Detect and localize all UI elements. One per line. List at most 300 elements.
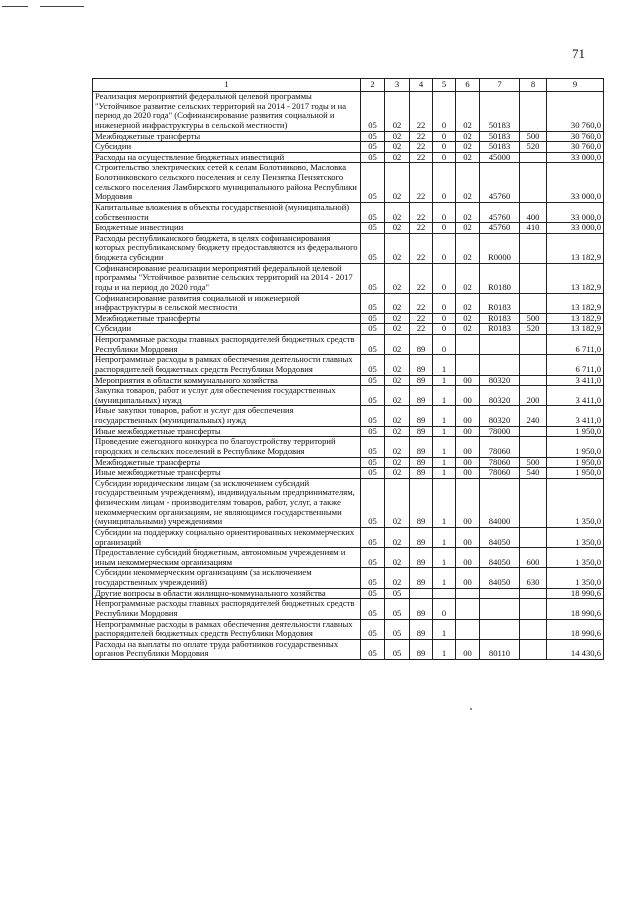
row-code-cell: 05 — [361, 335, 385, 355]
row-code-cell: 05 — [361, 437, 385, 457]
row-code-cell — [520, 335, 547, 355]
row-code-cell: 1 — [433, 619, 456, 639]
row-name-cell: Расходы на осуществление бюджетных инвестиций — [93, 152, 361, 163]
row-code-cell: 02 — [456, 163, 480, 203]
row-name-cell: Субсидии — [93, 324, 361, 335]
row-name-cell: Межбюджетные трансферты — [93, 457, 361, 468]
row-code-cell: 80320 — [480, 375, 520, 386]
row-code-cell — [520, 293, 547, 313]
row-code-cell: 02 — [456, 233, 480, 263]
row-code-cell: 1 — [433, 527, 456, 547]
row-code-cell: 1 — [433, 568, 456, 588]
row-code-cell: 05 — [361, 568, 385, 588]
row-name-cell: Иные закупки товаров, работ и услуг для обеспечения государственных (муниципальных) нужд — [93, 406, 361, 426]
row-code-cell: 02 — [385, 437, 410, 457]
header-cell: 8 — [520, 79, 547, 92]
table-row — [93, 457, 604, 468]
row-code-cell: 0 — [433, 335, 456, 355]
row-code-cell — [520, 619, 547, 639]
row-code-cell: 89 — [410, 406, 433, 426]
row-code-cell: 00 — [456, 375, 480, 386]
row-code-cell: 500 — [520, 313, 547, 324]
row-name-cell: Непрограммные расходы главных распорядителей бюджетных средств Республики Мордовия — [93, 599, 361, 619]
row-code-cell: R0000 — [480, 233, 520, 263]
row-sum-cell: 1 350,0 — [547, 568, 604, 588]
row-name-cell: Субсидии юридическим лицам (за исключением субсидий государственным учреждениям), индивидуальным предпринимателям, физическим лицам - производителям товаров, работ, услуг, а также некоммерческим организациям, не являющимся государственными (муниципальными) учреждениями — [93, 478, 361, 527]
row-code-cell — [520, 437, 547, 457]
row-code-cell: 05 — [361, 588, 385, 599]
row-code-cell: 0 — [433, 202, 456, 222]
header-cell: 5 — [433, 79, 456, 92]
row-code-cell: 0 — [433, 92, 456, 132]
table-row — [93, 568, 604, 588]
row-code-cell: 600 — [520, 548, 547, 568]
row-code-cell: 02 — [385, 527, 410, 547]
header-cell: 4 — [410, 79, 433, 92]
row-name-cell: Реализация мероприятий федеральной целевой программы "Устойчивое развитие сельских территорий на 2014 - 2017 годы и на период до 2020 года" (Софинансирование развития социальной и инженерной инфраструктуры в сельской местности) — [93, 92, 361, 132]
row-code-cell: 05 — [361, 263, 385, 293]
row-code-cell: 0 — [433, 131, 456, 142]
row-code-cell: 22 — [410, 163, 433, 203]
row-code-cell: 0 — [433, 313, 456, 324]
row-code-cell: 02 — [456, 131, 480, 142]
row-code-cell: R0183 — [480, 313, 520, 324]
row-code-cell: 80320 — [480, 386, 520, 406]
table-row — [93, 202, 604, 222]
row-code-cell: 02 — [385, 163, 410, 203]
row-sum-cell: 14 430,6 — [547, 639, 604, 659]
row-sum-cell: 6 711,0 — [547, 335, 604, 355]
row-code-cell: 05 — [361, 355, 385, 375]
row-code-cell: 89 — [410, 639, 433, 659]
row-sum-cell: 13 182,9 — [547, 263, 604, 293]
row-code-cell: 02 — [456, 223, 480, 234]
header-cell: 9 — [547, 79, 604, 92]
row-sum-cell: 33 000,0 — [547, 152, 604, 163]
row-name-cell: Межбюджетные трансферты — [93, 313, 361, 324]
row-code-cell: 1 — [433, 355, 456, 375]
row-code-cell: 1 — [433, 457, 456, 468]
row-code-cell: 00 — [456, 478, 480, 527]
header-cell: 1 — [93, 79, 361, 92]
row-code-cell: 22 — [410, 142, 433, 153]
row-code-cell: 22 — [410, 293, 433, 313]
row-code-cell — [520, 355, 547, 375]
row-code-cell: 00 — [456, 527, 480, 547]
row-code-cell: 05 — [361, 599, 385, 619]
row-code-cell: 45000 — [480, 152, 520, 163]
row-code-cell: 05 — [361, 202, 385, 222]
table-row — [93, 437, 604, 457]
row-code-cell: 22 — [410, 233, 433, 263]
row-code-cell: 00 — [456, 457, 480, 468]
row-code-cell: 0 — [433, 152, 456, 163]
row-code-cell: 02 — [385, 426, 410, 437]
row-code-cell: 02 — [456, 293, 480, 313]
row-code-cell: 89 — [410, 568, 433, 588]
row-code-cell: 05 — [361, 313, 385, 324]
row-code-cell: 02 — [456, 92, 480, 132]
header-cell: 6 — [456, 79, 480, 92]
row-code-cell: 22 — [410, 313, 433, 324]
row-code-cell: 89 — [410, 599, 433, 619]
row-code-cell: 89 — [410, 468, 433, 479]
row-code-cell: 520 — [520, 142, 547, 153]
row-name-cell: Субсидии — [93, 142, 361, 153]
table-row — [93, 263, 604, 293]
page-number: 71 — [572, 46, 585, 61]
row-code-cell: 05 — [361, 131, 385, 142]
row-sum-cell: 6 711,0 — [547, 355, 604, 375]
row-code-cell: 89 — [410, 426, 433, 437]
table-row — [93, 468, 604, 479]
row-code-cell: 05 — [361, 468, 385, 479]
row-code-cell: 1 — [433, 426, 456, 437]
row-code-cell: 02 — [385, 406, 410, 426]
row-code-cell — [480, 335, 520, 355]
row-code-cell: 22 — [410, 202, 433, 222]
row-code-cell: 89 — [410, 478, 433, 527]
row-code-cell: 84050 — [480, 527, 520, 547]
row-code-cell — [520, 588, 547, 599]
row-code-cell — [520, 639, 547, 659]
header-cell: 7 — [480, 79, 520, 92]
row-code-cell: 02 — [385, 568, 410, 588]
row-code-cell — [520, 152, 547, 163]
table-row — [93, 406, 604, 426]
row-sum-cell: 18 990,6 — [547, 619, 604, 639]
row-code-cell: 89 — [410, 619, 433, 639]
row-name-cell: Бюджетные инвестиции — [93, 223, 361, 234]
table-row — [93, 142, 604, 153]
row-code-cell: 05 — [385, 639, 410, 659]
row-sum-cell: 30 760,0 — [547, 142, 604, 153]
row-code-cell: 05 — [361, 92, 385, 132]
row-code-cell: 22 — [410, 92, 433, 132]
table-header-row — [93, 79, 604, 92]
row-name-cell: Мероприятия в области коммунального хозяйства — [93, 375, 361, 386]
row-code-cell: 80320 — [480, 406, 520, 426]
row-code-cell: 02 — [385, 263, 410, 293]
row-code-cell: 22 — [410, 223, 433, 234]
row-code-cell: 05 — [361, 375, 385, 386]
row-code-cell: 05 — [361, 639, 385, 659]
row-code-cell: 22 — [410, 263, 433, 293]
row-code-cell: 1 — [433, 478, 456, 527]
row-code-cell: 1 — [433, 639, 456, 659]
row-code-cell — [520, 233, 547, 263]
table-row — [93, 639, 604, 659]
header-cell: 3 — [385, 79, 410, 92]
row-code-cell: 78060 — [480, 457, 520, 468]
row-code-cell: 02 — [456, 152, 480, 163]
row-code-cell — [520, 599, 547, 619]
row-code-cell: 05 — [361, 386, 385, 406]
row-code-cell: 22 — [410, 131, 433, 142]
row-code-cell: 89 — [410, 355, 433, 375]
row-name-cell: Капитальные вложения в объекты государственной (муниципальной) собственности — [93, 202, 361, 222]
row-code-cell: 50183 — [480, 142, 520, 153]
row-sum-cell: 18 990,6 — [547, 599, 604, 619]
table-row — [93, 619, 604, 639]
table-row — [93, 527, 604, 547]
row-code-cell — [520, 92, 547, 132]
row-code-cell — [410, 588, 433, 599]
row-name-cell: Иные межбюджетные трансферты — [93, 426, 361, 437]
row-code-cell: R0183 — [480, 324, 520, 335]
row-code-cell — [520, 527, 547, 547]
row-code-cell: 02 — [385, 335, 410, 355]
row-code-cell: 02 — [456, 142, 480, 153]
row-code-cell: 00 — [456, 468, 480, 479]
row-code-cell: 05 — [361, 478, 385, 527]
row-code-cell: 02 — [385, 92, 410, 132]
row-code-cell — [520, 426, 547, 437]
table-row — [93, 233, 604, 263]
table-row — [93, 548, 604, 568]
row-code-cell: 02 — [456, 324, 480, 335]
row-code-cell: 89 — [410, 527, 433, 547]
row-code-cell: 05 — [361, 142, 385, 153]
row-sum-cell: 13 182,9 — [547, 313, 604, 324]
row-code-cell: R0183 — [480, 293, 520, 313]
row-code-cell: 89 — [410, 437, 433, 457]
scan-mark-right — [40, 6, 84, 7]
row-sum-cell: 33 000,0 — [547, 223, 604, 234]
row-code-cell: 02 — [385, 548, 410, 568]
row-code-cell: 410 — [520, 223, 547, 234]
row-code-cell: 00 — [456, 386, 480, 406]
table-row — [93, 293, 604, 313]
table-row — [93, 588, 604, 599]
row-sum-cell: 30 760,0 — [547, 92, 604, 132]
row-code-cell: 1 — [433, 437, 456, 457]
row-code-cell: 50183 — [480, 92, 520, 132]
table-row — [93, 335, 604, 355]
row-code-cell: R0180 — [480, 263, 520, 293]
row-code-cell: 89 — [410, 386, 433, 406]
row-code-cell: 240 — [520, 406, 547, 426]
row-code-cell: 22 — [410, 324, 433, 335]
table-row — [93, 355, 604, 375]
row-code-cell: 0 — [433, 163, 456, 203]
row-code-cell: 02 — [456, 313, 480, 324]
row-code-cell: 78060 — [480, 437, 520, 457]
row-name-cell: Непрограммные расходы в рамках обеспечения деятельности главных распорядителей бюджетных средств Республики Мордовия — [93, 619, 361, 639]
table-row — [93, 426, 604, 437]
row-sum-cell: 1 350,0 — [547, 527, 604, 547]
row-sum-cell: 13 182,9 — [547, 293, 604, 313]
row-code-cell — [520, 478, 547, 527]
row-code-cell: 05 — [385, 619, 410, 639]
row-code-cell: 02 — [456, 202, 480, 222]
table-row — [93, 92, 604, 132]
row-name-cell: Межбюджетные трансферты — [93, 131, 361, 142]
row-code-cell: 89 — [410, 548, 433, 568]
table-body — [93, 92, 604, 660]
table-row — [93, 599, 604, 619]
table-row — [93, 386, 604, 406]
row-code-cell — [480, 619, 520, 639]
row-sum-cell: 3 411,0 — [547, 406, 604, 426]
row-code-cell: 80110 — [480, 639, 520, 659]
row-name-cell: Другие вопросы в области жилищно-коммунального хозяйства — [93, 588, 361, 599]
row-code-cell: 00 — [456, 639, 480, 659]
row-code-cell: 1 — [433, 468, 456, 479]
row-code-cell: 02 — [385, 293, 410, 313]
row-code-cell: 78000 — [480, 426, 520, 437]
row-code-cell: 45760 — [480, 223, 520, 234]
row-code-cell: 630 — [520, 568, 547, 588]
row-sum-cell: 33 000,0 — [547, 202, 604, 222]
row-code-cell: 200 — [520, 386, 547, 406]
row-code-cell: 05 — [361, 527, 385, 547]
row-sum-cell: 1 350,0 — [547, 478, 604, 527]
row-name-cell: Непрограммные расходы главных распорядителей бюджетных средств Республики Мордовия — [93, 335, 361, 355]
row-code-cell: 1 — [433, 548, 456, 568]
row-code-cell — [456, 599, 480, 619]
row-code-cell: 02 — [385, 478, 410, 527]
table-row — [93, 478, 604, 527]
row-code-cell: 50183 — [480, 131, 520, 142]
row-name-cell: Субсидии некоммерческим организациям (за исключением государственных учреждений) — [93, 568, 361, 588]
row-sum-cell: 13 182,9 — [547, 233, 604, 263]
row-code-cell: 02 — [385, 131, 410, 142]
table-row — [93, 163, 604, 203]
scan-speck — [470, 708, 472, 710]
row-code-cell: 05 — [385, 588, 410, 599]
row-code-cell: 0 — [433, 324, 456, 335]
row-code-cell: 05 — [361, 548, 385, 568]
row-code-cell — [480, 588, 520, 599]
row-sum-cell: 3 411,0 — [547, 375, 604, 386]
row-sum-cell: 3 411,0 — [547, 386, 604, 406]
row-code-cell: 84050 — [480, 548, 520, 568]
row-code-cell: 89 — [410, 375, 433, 386]
table-row — [93, 152, 604, 163]
row-code-cell: 02 — [385, 375, 410, 386]
row-code-cell: 05 — [361, 293, 385, 313]
row-code-cell — [480, 599, 520, 619]
row-code-cell: 05 — [361, 426, 385, 437]
row-name-cell: Иные межбюджетные трансферты — [93, 468, 361, 479]
row-code-cell: 02 — [385, 386, 410, 406]
row-code-cell: 02 — [385, 142, 410, 153]
row-name-cell: Проведение ежегодного конкурса по благоустройству территорий городских и сельских поселений в Республике Мордовия — [93, 437, 361, 457]
row-code-cell: 02 — [385, 223, 410, 234]
row-code-cell: 0 — [433, 223, 456, 234]
row-code-cell — [456, 588, 480, 599]
table-row — [93, 223, 604, 234]
row-code-cell: 05 — [361, 223, 385, 234]
row-code-cell — [456, 335, 480, 355]
row-code-cell: 1 — [433, 386, 456, 406]
row-name-cell: Софинансирование развития социальной и инженерной инфраструктуры в сельской местности — [93, 293, 361, 313]
row-code-cell — [456, 619, 480, 639]
row-code-cell — [520, 263, 547, 293]
table-row — [93, 313, 604, 324]
row-code-cell: 02 — [385, 233, 410, 263]
row-code-cell — [520, 163, 547, 203]
row-code-cell — [520, 375, 547, 386]
row-code-cell: 00 — [456, 406, 480, 426]
row-name-cell: Расходы республиканского бюджета, в целях софинансирования которых республиканскому бюджету предоставляются из федерального бюджета субсидии — [93, 233, 361, 263]
row-code-cell: 89 — [410, 335, 433, 355]
row-code-cell: 05 — [361, 619, 385, 639]
row-code-cell: 45760 — [480, 202, 520, 222]
row-code-cell: 540 — [520, 468, 547, 479]
table-row — [93, 375, 604, 386]
row-name-cell: Предоставление субсидий бюджетным, автономным учреждениям и иным некоммерческим организациям — [93, 548, 361, 568]
row-code-cell — [433, 588, 456, 599]
row-name-cell: Закупка товаров, работ и услуг для обеспечения государственных (муниципальных) нужд — [93, 386, 361, 406]
row-code-cell: 05 — [361, 163, 385, 203]
row-code-cell — [456, 355, 480, 375]
row-code-cell: 02 — [385, 202, 410, 222]
row-code-cell: 0 — [433, 293, 456, 313]
row-code-cell: 02 — [385, 313, 410, 324]
row-code-cell — [480, 355, 520, 375]
row-code-cell: 02 — [456, 263, 480, 293]
row-code-cell: 0 — [433, 142, 456, 153]
row-sum-cell: 1 950,0 — [547, 437, 604, 457]
scan-mark-left — [2, 6, 28, 7]
row-code-cell: 02 — [385, 324, 410, 335]
row-sum-cell: 1 950,0 — [547, 426, 604, 437]
row-code-cell: 520 — [520, 324, 547, 335]
row-code-cell: 02 — [385, 152, 410, 163]
row-code-cell: 500 — [520, 457, 547, 468]
row-code-cell: 1 — [433, 375, 456, 386]
row-code-cell: 89 — [410, 457, 433, 468]
table-row — [93, 324, 604, 335]
row-code-cell: 05 — [385, 599, 410, 619]
row-sum-cell: 13 182,9 — [547, 324, 604, 335]
row-code-cell: 0 — [433, 263, 456, 293]
row-code-cell: 05 — [361, 233, 385, 263]
row-code-cell: 500 — [520, 131, 547, 142]
row-code-cell: 05 — [361, 406, 385, 426]
row-name-cell: Расходы на выплаты по оплате труда работников государственных органов Республики Мордовия — [93, 639, 361, 659]
row-sum-cell: 18 990,6 — [547, 588, 604, 599]
row-code-cell: 00 — [456, 437, 480, 457]
row-code-cell: 02 — [385, 468, 410, 479]
row-code-cell: 00 — [456, 548, 480, 568]
row-name-cell: Софинансирование реализации мероприятий федеральной целевой программы "Устойчивое развитие сельских территорий на 2014 - 2017 годы и на период до 2020 года" — [93, 263, 361, 293]
row-code-cell: 00 — [456, 568, 480, 588]
row-sum-cell: 1 950,0 — [547, 468, 604, 479]
row-code-cell: 02 — [385, 355, 410, 375]
row-sum-cell: 30 760,0 — [547, 131, 604, 142]
row-sum-cell: 1 350,0 — [547, 548, 604, 568]
row-name-cell: Субсидии на поддержку социально ориентированных некоммерческих организаций — [93, 527, 361, 547]
header-cell: 2 — [361, 79, 385, 92]
row-code-cell: 0 — [433, 233, 456, 263]
row-code-cell: 45760 — [480, 163, 520, 203]
row-code-cell: 05 — [361, 324, 385, 335]
row-code-cell: 1 — [433, 406, 456, 426]
row-sum-cell: 33 000,0 — [547, 163, 604, 203]
row-code-cell: 00 — [456, 426, 480, 437]
row-name-cell: Непрограммные расходы в рамках обеспечения деятельности главных распорядителей бюджетных средств Республики Мордовия — [93, 355, 361, 375]
row-code-cell: 02 — [385, 457, 410, 468]
row-code-cell: 0 — [433, 599, 456, 619]
row-code-cell: 84050 — [480, 568, 520, 588]
row-code-cell: 78060 — [480, 468, 520, 479]
row-sum-cell: 1 950,0 — [547, 457, 604, 468]
row-code-cell: 05 — [361, 152, 385, 163]
row-code-cell: 400 — [520, 202, 547, 222]
